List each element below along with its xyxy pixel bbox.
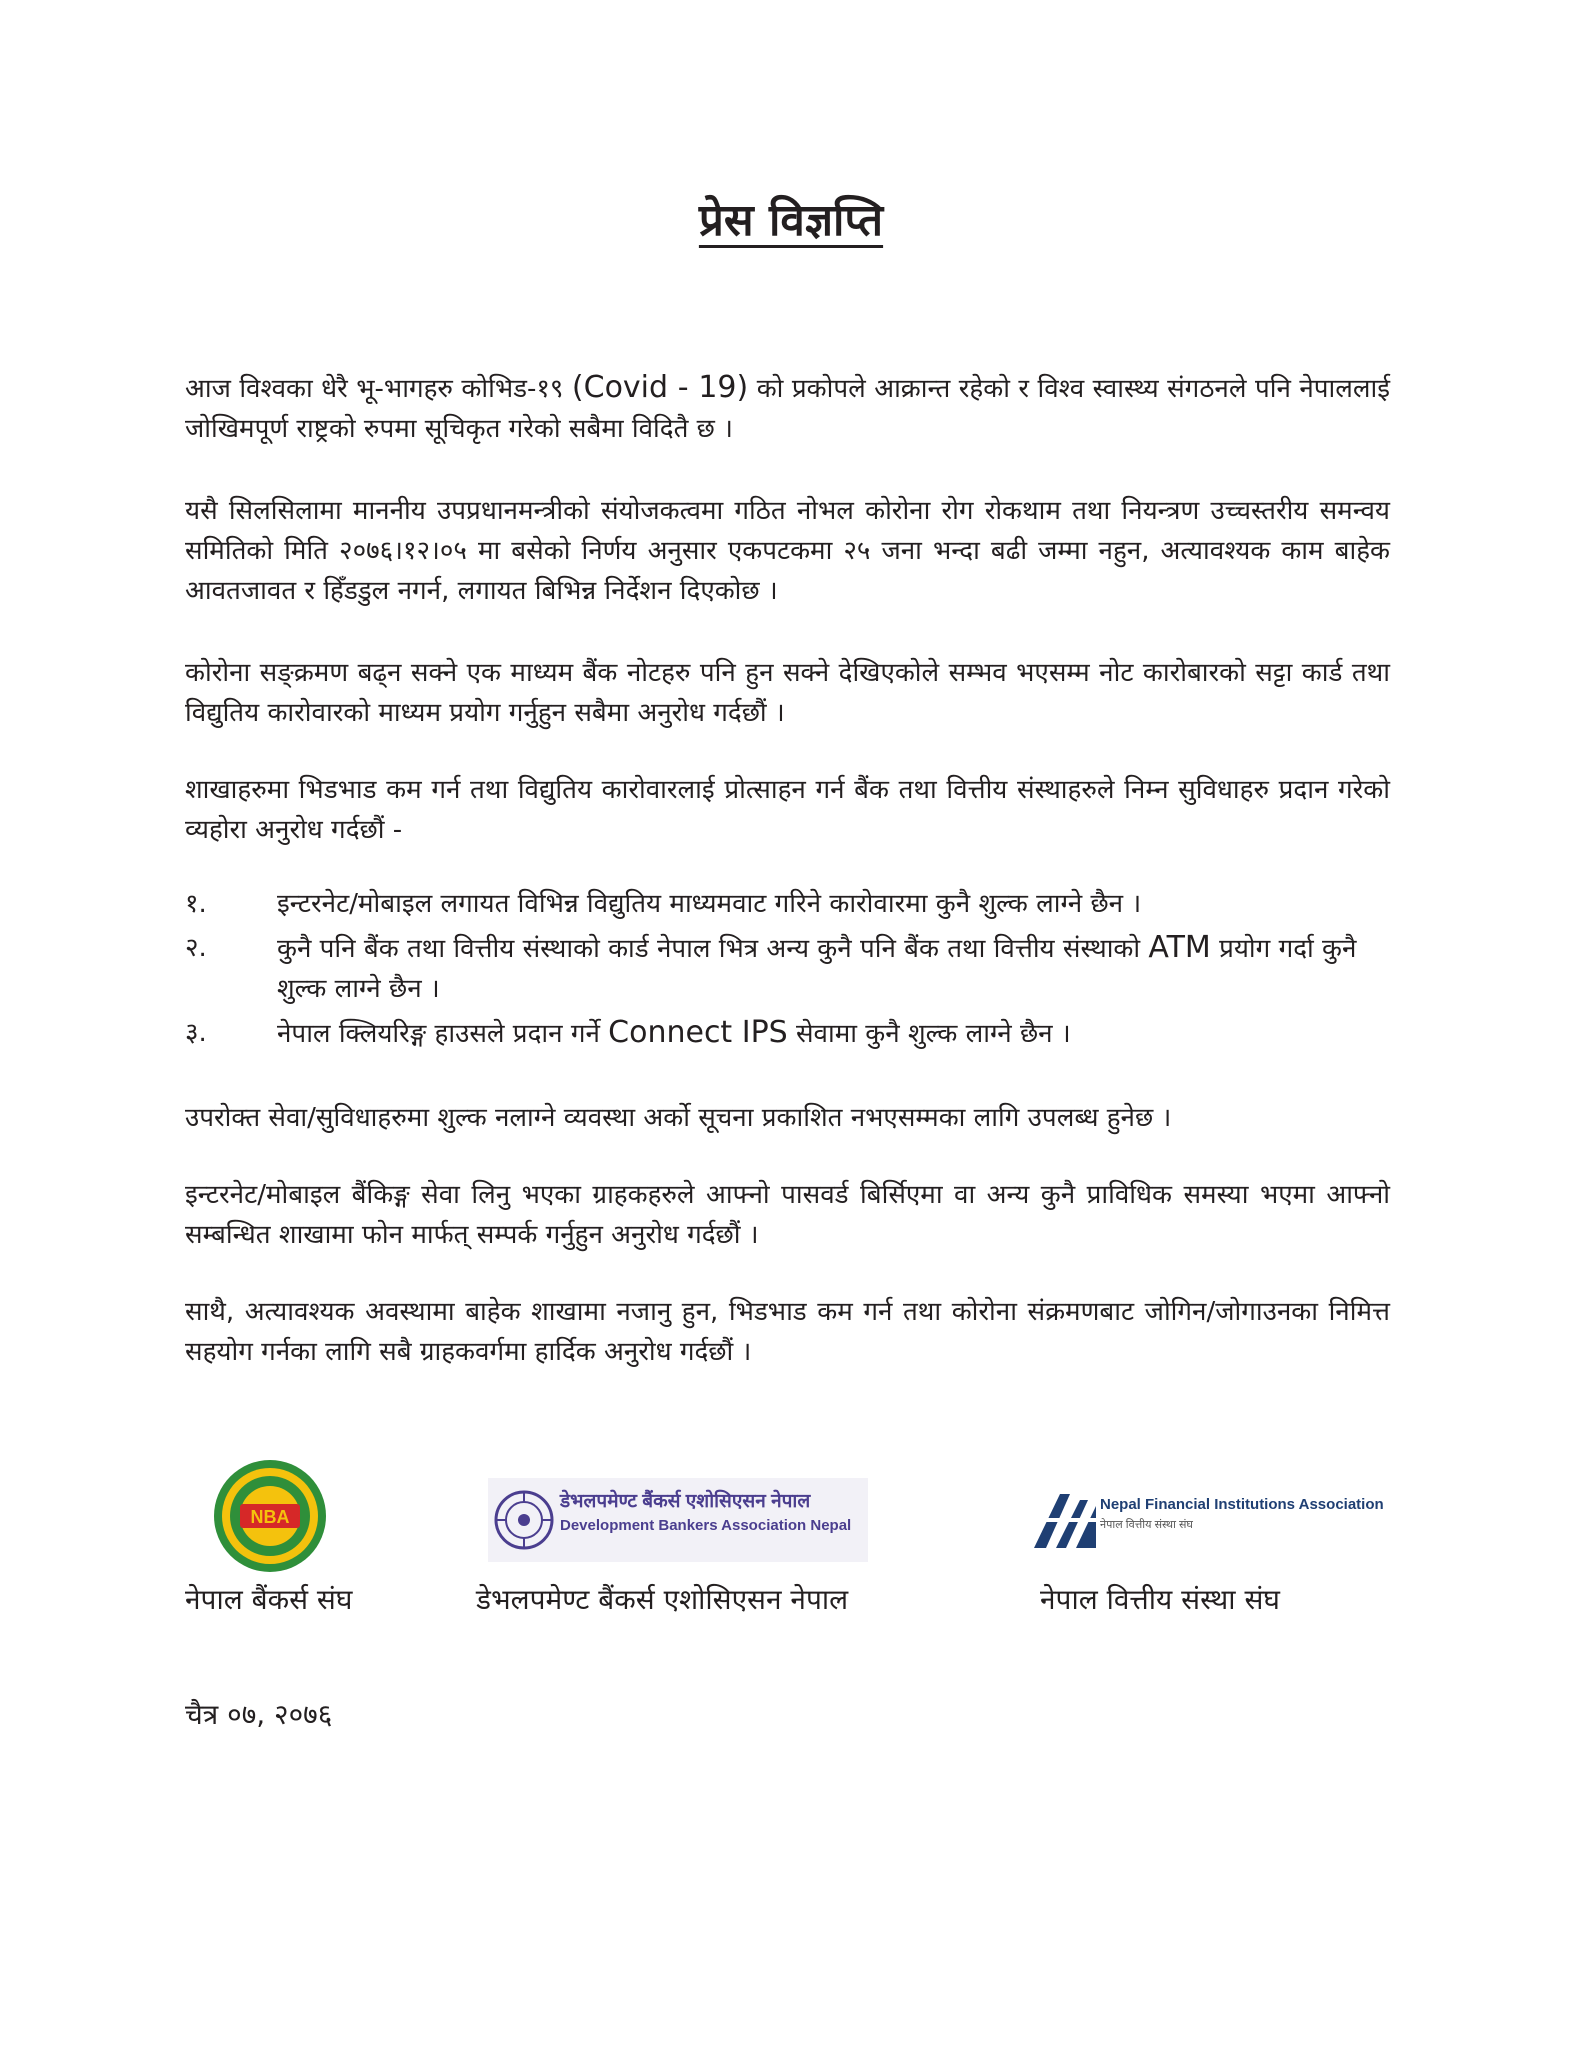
nfia-logo-nepali: नेपाल वित्तीय संस्था संघ (1100, 1519, 1193, 1531)
list-item-text-a: इन्टरनेट/मोबाइल लगायत विभिन्न विद्युतिय माध्यमवाट गरिने कारोवारमा कुनै शुल्क लाग्ने छैन । (277, 889, 1142, 919)
list-item (185, 928, 1390, 1009)
dba-logo-nepali: डेभलपमेण्ट बैंकर्स एशोसिएसन नेपाल (560, 1491, 811, 1512)
list-item (185, 1013, 1390, 1054)
page-title (0, 188, 1582, 248)
atm-term: ATM (1148, 930, 1211, 965)
list-item-text (277, 1013, 1390, 1054)
nfia-logo-english: Nepal Financial Institutions Association (1100, 1496, 1384, 1513)
nba-logo (212, 1458, 328, 1574)
title-text: प्रेस विज्ञप्ति (698, 195, 884, 246)
paragraph-3: कोरोना सङ्क्रमण बढ्न सक्ने एक माध्यम बैंक नोटहरु पनि हुन सक्ने देखिएकोले सम्भव भएसम्म नोट कारोबारको सट्टा कार्ड तथा विद्युतिय कारोवारको माध्यम प्रयोग गर्नुहुन सबैमा अनुरोध गर्दछौं । (185, 658, 1390, 728)
nba-logo-text: NBA (250, 1507, 290, 1527)
signatory-nfia: नेपाल वित्तीय संस्था संघ (1040, 1583, 1280, 1616)
list-item-text-b: प्रयोग गर्दा कुनै शुल्क लाग्ने छैन । (277, 934, 1357, 1004)
list-item-text (277, 928, 1390, 1009)
paragraph-1 (185, 368, 1390, 449)
facility-list (185, 884, 1390, 1058)
signatory-nba: नेपाल बैंकर्स संघ (185, 1583, 353, 1616)
list-item (185, 884, 1390, 924)
paragraph-1-text-a: आज विश्वका धेरै भू-भागहरु कोभिड-१९ (185, 374, 564, 404)
connect-ips-term: Connect IPS (608, 1015, 788, 1050)
paragraph-7: साथै, अत्यावश्यक अवस्थामा बाहेक शाखामा नजानु हुन, भिडभाड कम गर्न तथा कोरोना संक्रमणबाट जोगिन/जोगाउनका निमित्त सहयोग गर्नका लागि सबै ग्राहकवर्गमा हार्दिक अनुरोध गर्दछौं । (185, 1297, 1390, 1367)
signatory-dba: डेभलपमेण्ट बैंकर्स एशोसिएसन नेपाल (476, 1583, 849, 1616)
list-item-text-b: सेवामा कुनै शुल्क लाग्ने छैन । (795, 1019, 1071, 1049)
paragraph-6: इन्टरनेट/मोबाइल बैंकिङ्ग सेवा लिनु भएका ग्राहकहरुले आफ्नो पासवर्ड बिर्सिएमा वा अन्य कुनै प्राविधिक समस्या भएमा आफ्नो सम्बन्धित शाखामा फोन मार्फत् सम्पर्क गर्नुहुन अनुरोध गर्दछौं । (185, 1180, 1390, 1250)
list-item-number: १. (185, 889, 207, 919)
document-date: चैत्र ०७, २०७६ (185, 1698, 333, 1731)
paragraph-5: उपरोक्त सेवा/सुविधाहरुमा शुल्क नलाग्ने व्यवस्था अर्को सूचना प्रकाशित नभएसम्मका लागि उपलब्ध हुनेछ । (185, 1103, 1172, 1133)
dba-logo-english: Development Bankers Association Nepal (560, 1517, 852, 1534)
covid-term: (Covid - 19) (571, 370, 749, 405)
list-item-number: ३. (185, 1018, 207, 1048)
list-item-text (277, 884, 1390, 924)
list-item-number: २. (185, 933, 207, 963)
list-item-text-a: नेपाल क्लियरिङ्ग हाउसले प्रदान गर्ने (277, 1019, 600, 1049)
paragraph-4: शाखाहरुमा भिडभाड कम गर्न तथा विद्युतिय कारोवारलाई प्रोत्साहन गर्न बैंक तथा वित्तीय संस्थाहरुले निम्न सुविधाहरु प्रदान गरेको व्यहोरा अनुरोध गर्दछौं - (185, 775, 1390, 845)
paragraph-2: यसै सिलसिलामा माननीय उपप्रधानमन्त्रीको संयोजकत्वमा गठित नोभल कोरोना रोग रोकथाम तथा नियन्त्रण उच्चस्तरीय समन्वय समितिको मिति २०७६।१२।०५ मा बसेको निर्णय अनुसार एकपटकमा २५ जना भन्दा बढी जम्मा नहुन, अत्यावश्यक काम बाहेक आवतजावत र हिँडडुल नगर्न, लगायत बिभिन्न निर्देशन दिएकोछ । (185, 496, 1390, 606)
list-item-text-a: कुनै पनि बैंक तथा वित्तीय संस्थाको कार्ड नेपाल भित्र अन्य कुनै पनि बैंक तथा वित्तीय संस्थाको (277, 934, 1141, 964)
paragraph-1-text-b: को प्रकोपले आक्रान्त रहेको र विश्व स्वास्थ्य संगठनले पनि नेपाललाई जोखिमपूर्ण राष्ट्रको रुपमा सूचिकृत गरेको सबैमा विदितै छ । (185, 374, 1391, 444)
